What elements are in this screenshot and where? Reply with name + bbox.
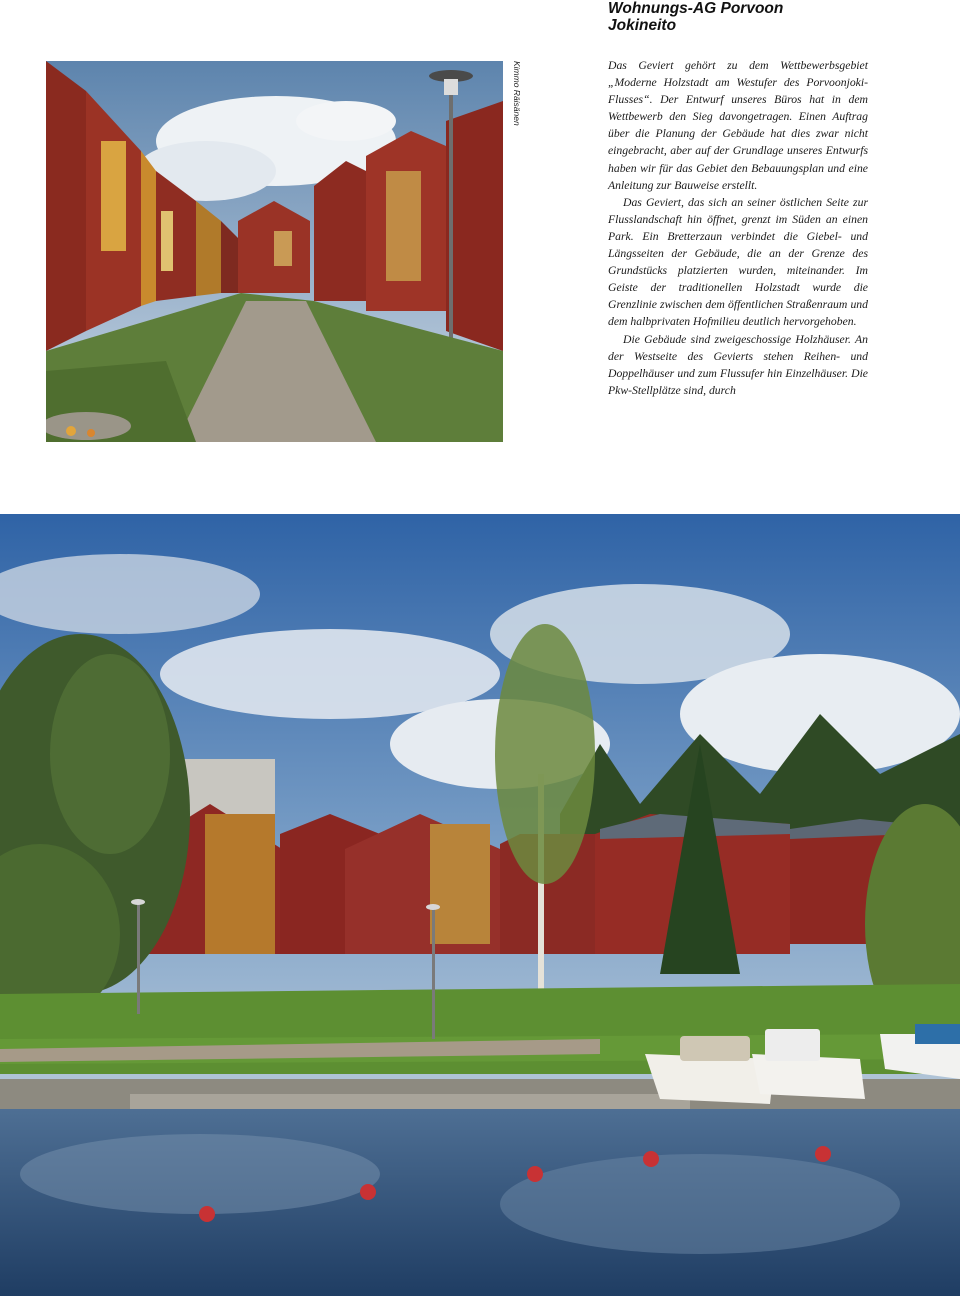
- article-body: [608, 57, 868, 399]
- article-title-line-1: Wohnungs-AG Porvoon: [608, 0, 784, 17]
- paragraph-1: Das Geviert gehört zu dem Wettbewerbsgebiet „Moderne Holzstadt am Westufer des Porvoonjoki-Flusses“. Der Entwurf unseres Büros hat in dem Wettbewerb den Sieg davongetragen. Einen Auftrag über die Planung der Gebäude hat dies zwar nicht eingebracht, aber auf der Grundlage unseres Entwurfs haben wir für das Gebiet den Bebauungsplan und eine Anleitung zur Bauweise erstellt.: [608, 59, 868, 192]
- paragraph-3: Die Gebäude sind zweigeschossige Holzhäuser. An der Westseite des Gevierts stehen Reihen- und Doppelhäuser und zum Flussufer hin Einzelhäuser. Die Pkw-Stellplätze sind, durch: [608, 332, 868, 397]
- courtyard-photo: [46, 61, 503, 442]
- paragraph-2: Das Geviert, das sich an seiner östlichen Seite zur Flusslandschaft hin öffnet, grenzt im Süden an einen Park. Ein Bretterzaun verbindet die Giebel- und Längsseiten der Gebäude, die an der Grenze des Grundstücks platzierten wurden, miteinander. Im Geiste der traditionellen Holzstadt wurde die Grenzlinie zwischen dem öffentlichen Straßenraum und dem halbprivaten Hofmilieu deutlich hervorgehoben.: [608, 195, 868, 329]
- riverside-photo: [0, 514, 960, 1296]
- photo-credit: [512, 61, 522, 151]
- photo-credit-text: Kimmo Räisänen: [512, 61, 522, 126]
- article-title-line-2: Jokineito: [608, 17, 677, 34]
- article-title: [608, 0, 948, 34]
